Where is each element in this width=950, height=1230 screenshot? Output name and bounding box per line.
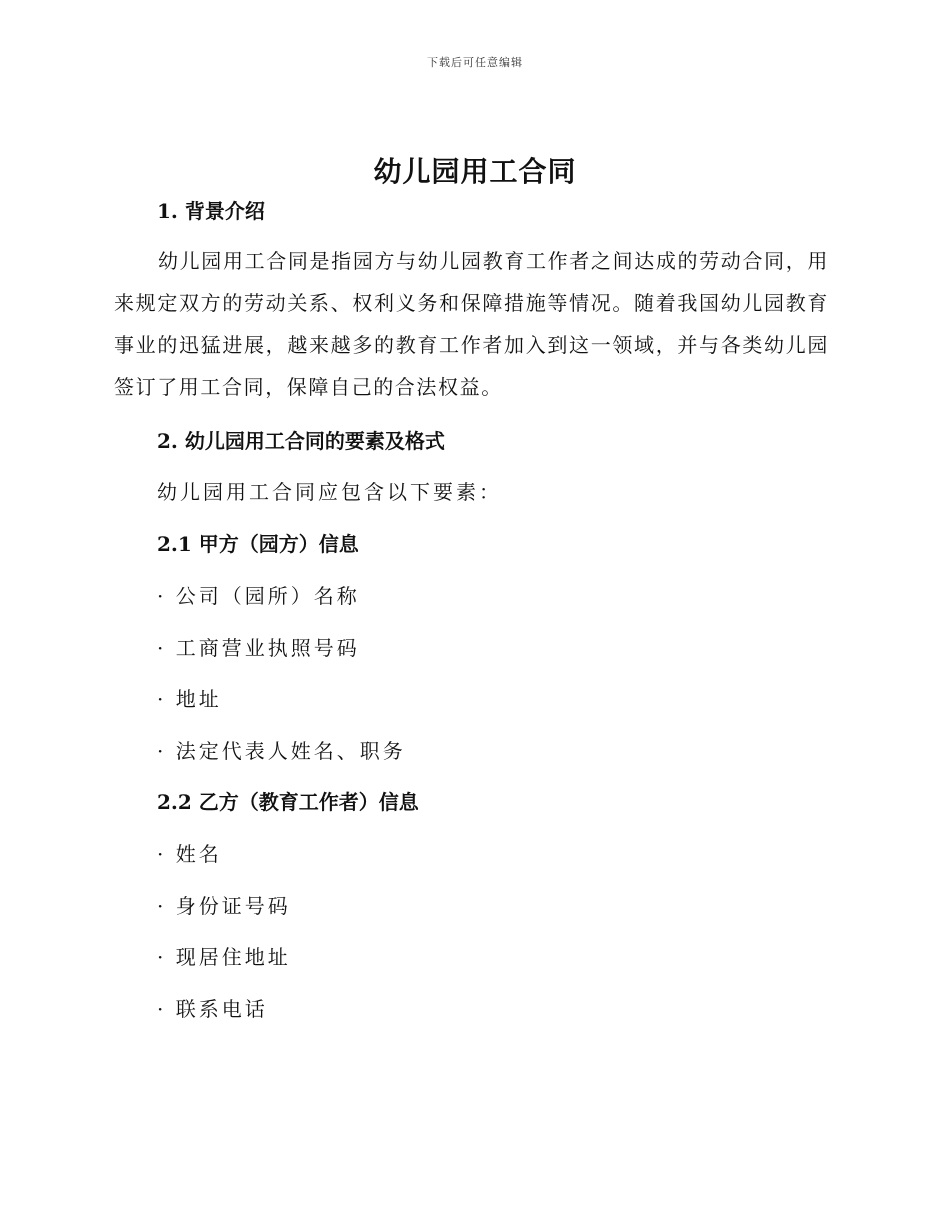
section-2-1-heading: 2.1 甲方（园方）信息: [157, 532, 359, 556]
party-b-item: · 现居住地址: [157, 945, 291, 969]
section-2-intro: 幼儿园用工合同应包含以下要素：: [157, 480, 502, 504]
section-2-2-heading: 2.2 乙方（教育工作者）信息: [157, 790, 419, 814]
party-b-item: · 姓名: [157, 842, 222, 866]
party-b-item: · 身份证号码: [157, 894, 291, 918]
section-2-heading: 2. 幼儿园用工合同的要素及格式: [157, 429, 445, 453]
party-a-item: · 法定代表人姓名、职务: [157, 739, 406, 763]
party-b-item: · 联系电话: [157, 997, 268, 1021]
party-a-item: · 公司（园所）名称: [157, 584, 360, 608]
section-1-paragraph: 幼儿园用工合同是指园方与幼儿园教育工作者之间达成的劳动合同，用来规定双方的劳动关系、权利义务和保障措施等情况。随着我国幼儿园教育事业的迅猛进展，越来越多的教育工作者加入到这一领域，并与各类幼儿园签订了用工合同，保障自己的合法权益。: [114, 249, 829, 399]
party-a-item: · 工商营业执照号码: [157, 636, 360, 660]
header-note: 下载后可任意编辑: [427, 56, 523, 69]
document-title: 幼儿园用工合同: [373, 155, 577, 188]
section-1-heading: 1. 背景介绍: [157, 199, 265, 223]
party-a-item: · 地址: [157, 687, 222, 711]
